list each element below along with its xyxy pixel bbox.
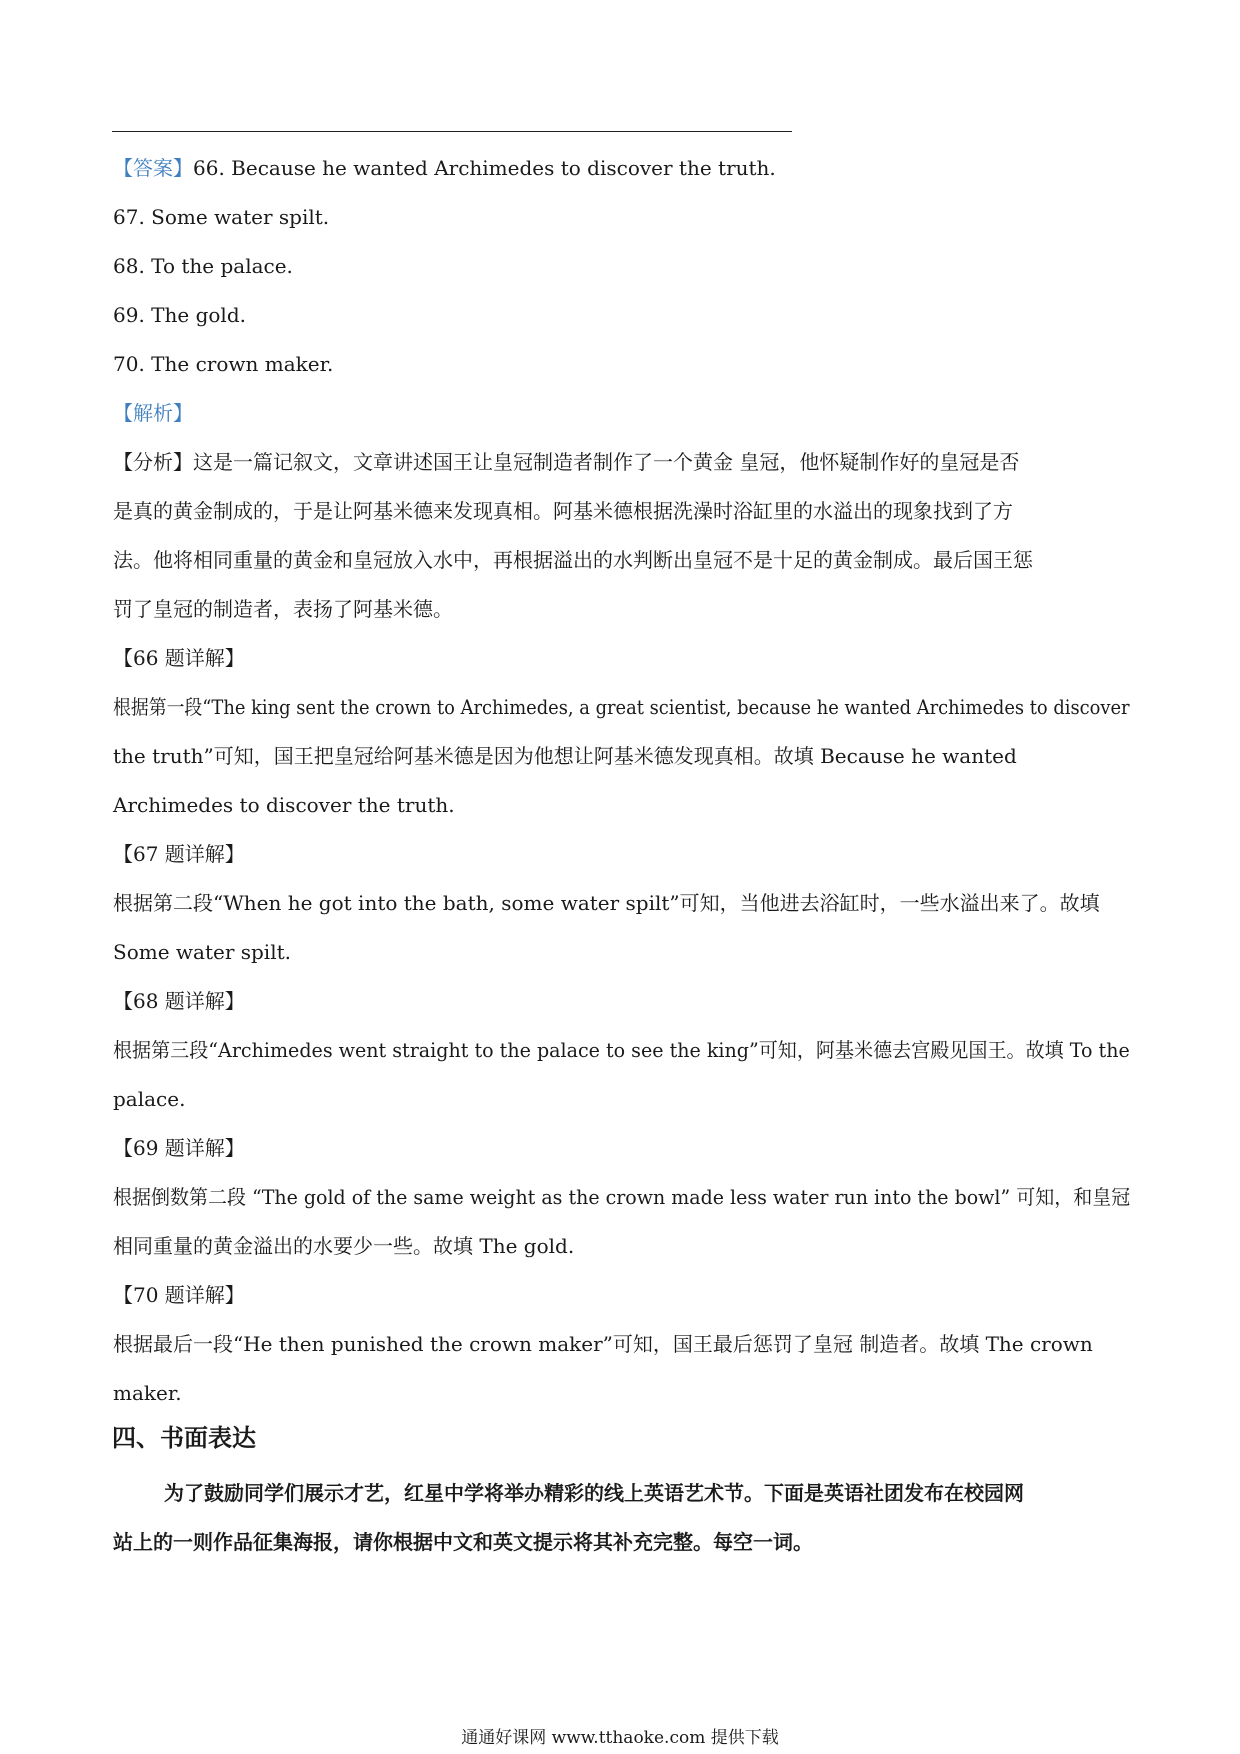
summary-line: 【分析】这是一篇记叙文，文章讲述国王让皇冠制造者制作了一个黄金 皇冠，他怀疑制作好的皇冠是否 [113, 450, 1020, 474]
answer-item: 67. Some water spilt. [113, 205, 330, 229]
instruction-line: 为了鼓励同学们展示才艺，红星中学将举办精彩的线上英语艺术节。下面是英语社团发布在校园网 [164, 1481, 1024, 1505]
detail-line: Archimedes to discover the truth. [113, 793, 455, 817]
answer-line-66 [113, 155, 776, 181]
summary-line: 罚了皇冠的制造者，表扬了阿基米德。 [113, 597, 453, 621]
detail-line: 根据最后一段“He then punished the crown maker”可知，国王最后惩罚了皇冠 制造者。故填 The crown [113, 1332, 1093, 1356]
detail-title-69: 【69 题详解】 [113, 1136, 245, 1160]
analysis-tag: 【解析】 [113, 401, 193, 425]
detail-line: 根据第二段“When he got into the bath, some water spilt”可知，当他进去浴缸时，一些水溢出来了。故填 [113, 891, 1100, 915]
summary-line: 是真的黄金制成的，于是让阿基米德来发现真相。阿基米德根据洗澡时浴缸里的水溢出的现象找到了方 [113, 499, 1013, 523]
answer-item: 70. The crown maker. [113, 352, 334, 376]
answer-item: 69. The gold. [113, 303, 246, 327]
detail-line: the truth”可知，国王把皇冠给阿基米德是因为他想让阿基米德发现真相。故填 Because he wanted [113, 744, 1017, 768]
instruction-line: 站上的一则作品征集海报，请你根据中文和英文提示将其补充完整。每空一词。 [113, 1530, 813, 1554]
detail-title-67: 【67 题详解】 [113, 842, 245, 866]
detail-line: 根据倒数第二段 “The gold of the same weight as the crown made less water run into the bowl” 可知，和皇冠 [113, 1185, 1131, 1209]
detail-title-68: 【68 题详解】 [113, 989, 245, 1013]
top-divider [112, 131, 792, 132]
summary-line: 法。他将相同重量的黄金和皇冠放入水中，再根据溢出的水判断出皇冠不是十足的黄金制成。最后国王惩 [113, 548, 1033, 572]
detail-line: Some water spilt. [113, 940, 291, 964]
detail-line: maker. [113, 1381, 182, 1405]
detail-line: 根据第三段“Archimedes went straight to the palace to see the king”可知，阿基米德去宫殿见国王。故填 To the [113, 1038, 1130, 1062]
detail-title-70: 【70 题详解】 [113, 1283, 245, 1307]
answer-item: 68. To the palace. [113, 254, 293, 278]
page-footer: 通通好课网 www.tthaoke.com 提供下载 [461, 1728, 779, 1748]
answer-item: 66. Because he wanted Archimedes to discover the truth. [193, 156, 776, 180]
detail-line: palace. [113, 1087, 186, 1111]
detail-line: 相同重量的黄金溢出的水要少一些。故填 The gold. [113, 1234, 575, 1258]
detail-title-66: 【66 题详解】 [113, 646, 245, 670]
detail-line: 根据第一段“The king sent the crown to Archimedes, a great scientist, because he wanted Archimedes to discover [113, 695, 1130, 719]
section-heading: 四、书面表达 [112, 1423, 256, 1452]
answer-tag: 【答案】 [113, 156, 193, 180]
